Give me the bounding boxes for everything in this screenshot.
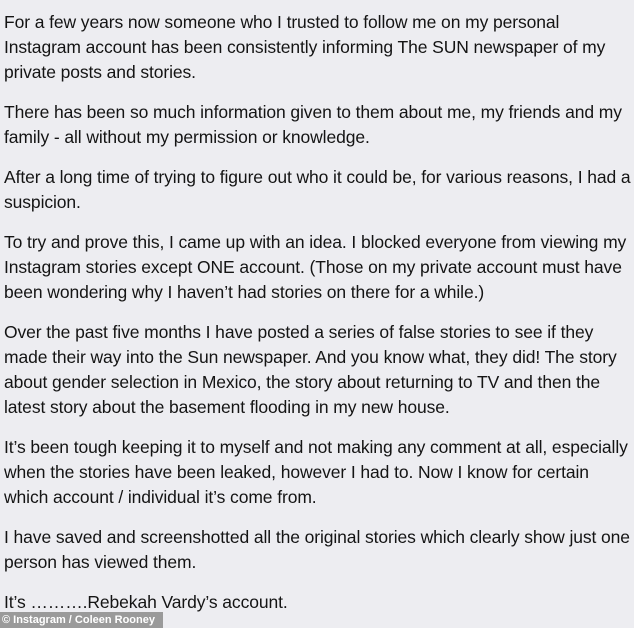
statement-paragraph-5: Over the past five months I have posted a series of false stories to see if they made their way into the Sun newspaper. And you know what, they did! The story about gender selection in Mexico, the story about returning to TV and then the latest story about the basement flooding in my new house. xyxy=(4,322,617,417)
image-credit: © Instagram / Coleen Rooney xyxy=(0,612,163,628)
statement-paragraph-6: It’s been tough keeping it to myself and not making any comment at all, especially when the stories have been leaked, however I had to. Now I know for certain which account / individual it’s come from. xyxy=(4,437,628,507)
statement-paragraph-7: I have saved and screenshotted all the original stories which clearly show just one person has viewed them. xyxy=(4,527,630,572)
statement-text xyxy=(4,10,632,615)
statement-paragraph-2: There has been so much information given to them about me, my friends and my family - all without my permission or knowledge. xyxy=(4,102,622,147)
statement-paragraph-3: After a long time of trying to figure out who it could be, for various reasons, I had a suspicion. xyxy=(4,167,631,212)
statement-paragraph-4: To try and prove this, I came up with an idea. I blocked everyone from viewing my Instagram stories except ONE account. (Those on my private account must have been wondering why I haven’t had stories on there for a while.) xyxy=(4,232,627,302)
statement-paragraph-8: It’s ……….Rebekah Vardy’s account. xyxy=(4,592,288,612)
statement-paragraph-1: For a few years now someone who I trusted to follow me on my personal Instagram account has been consistently informing The SUN newspaper of my private posts and stories. xyxy=(4,12,606,82)
